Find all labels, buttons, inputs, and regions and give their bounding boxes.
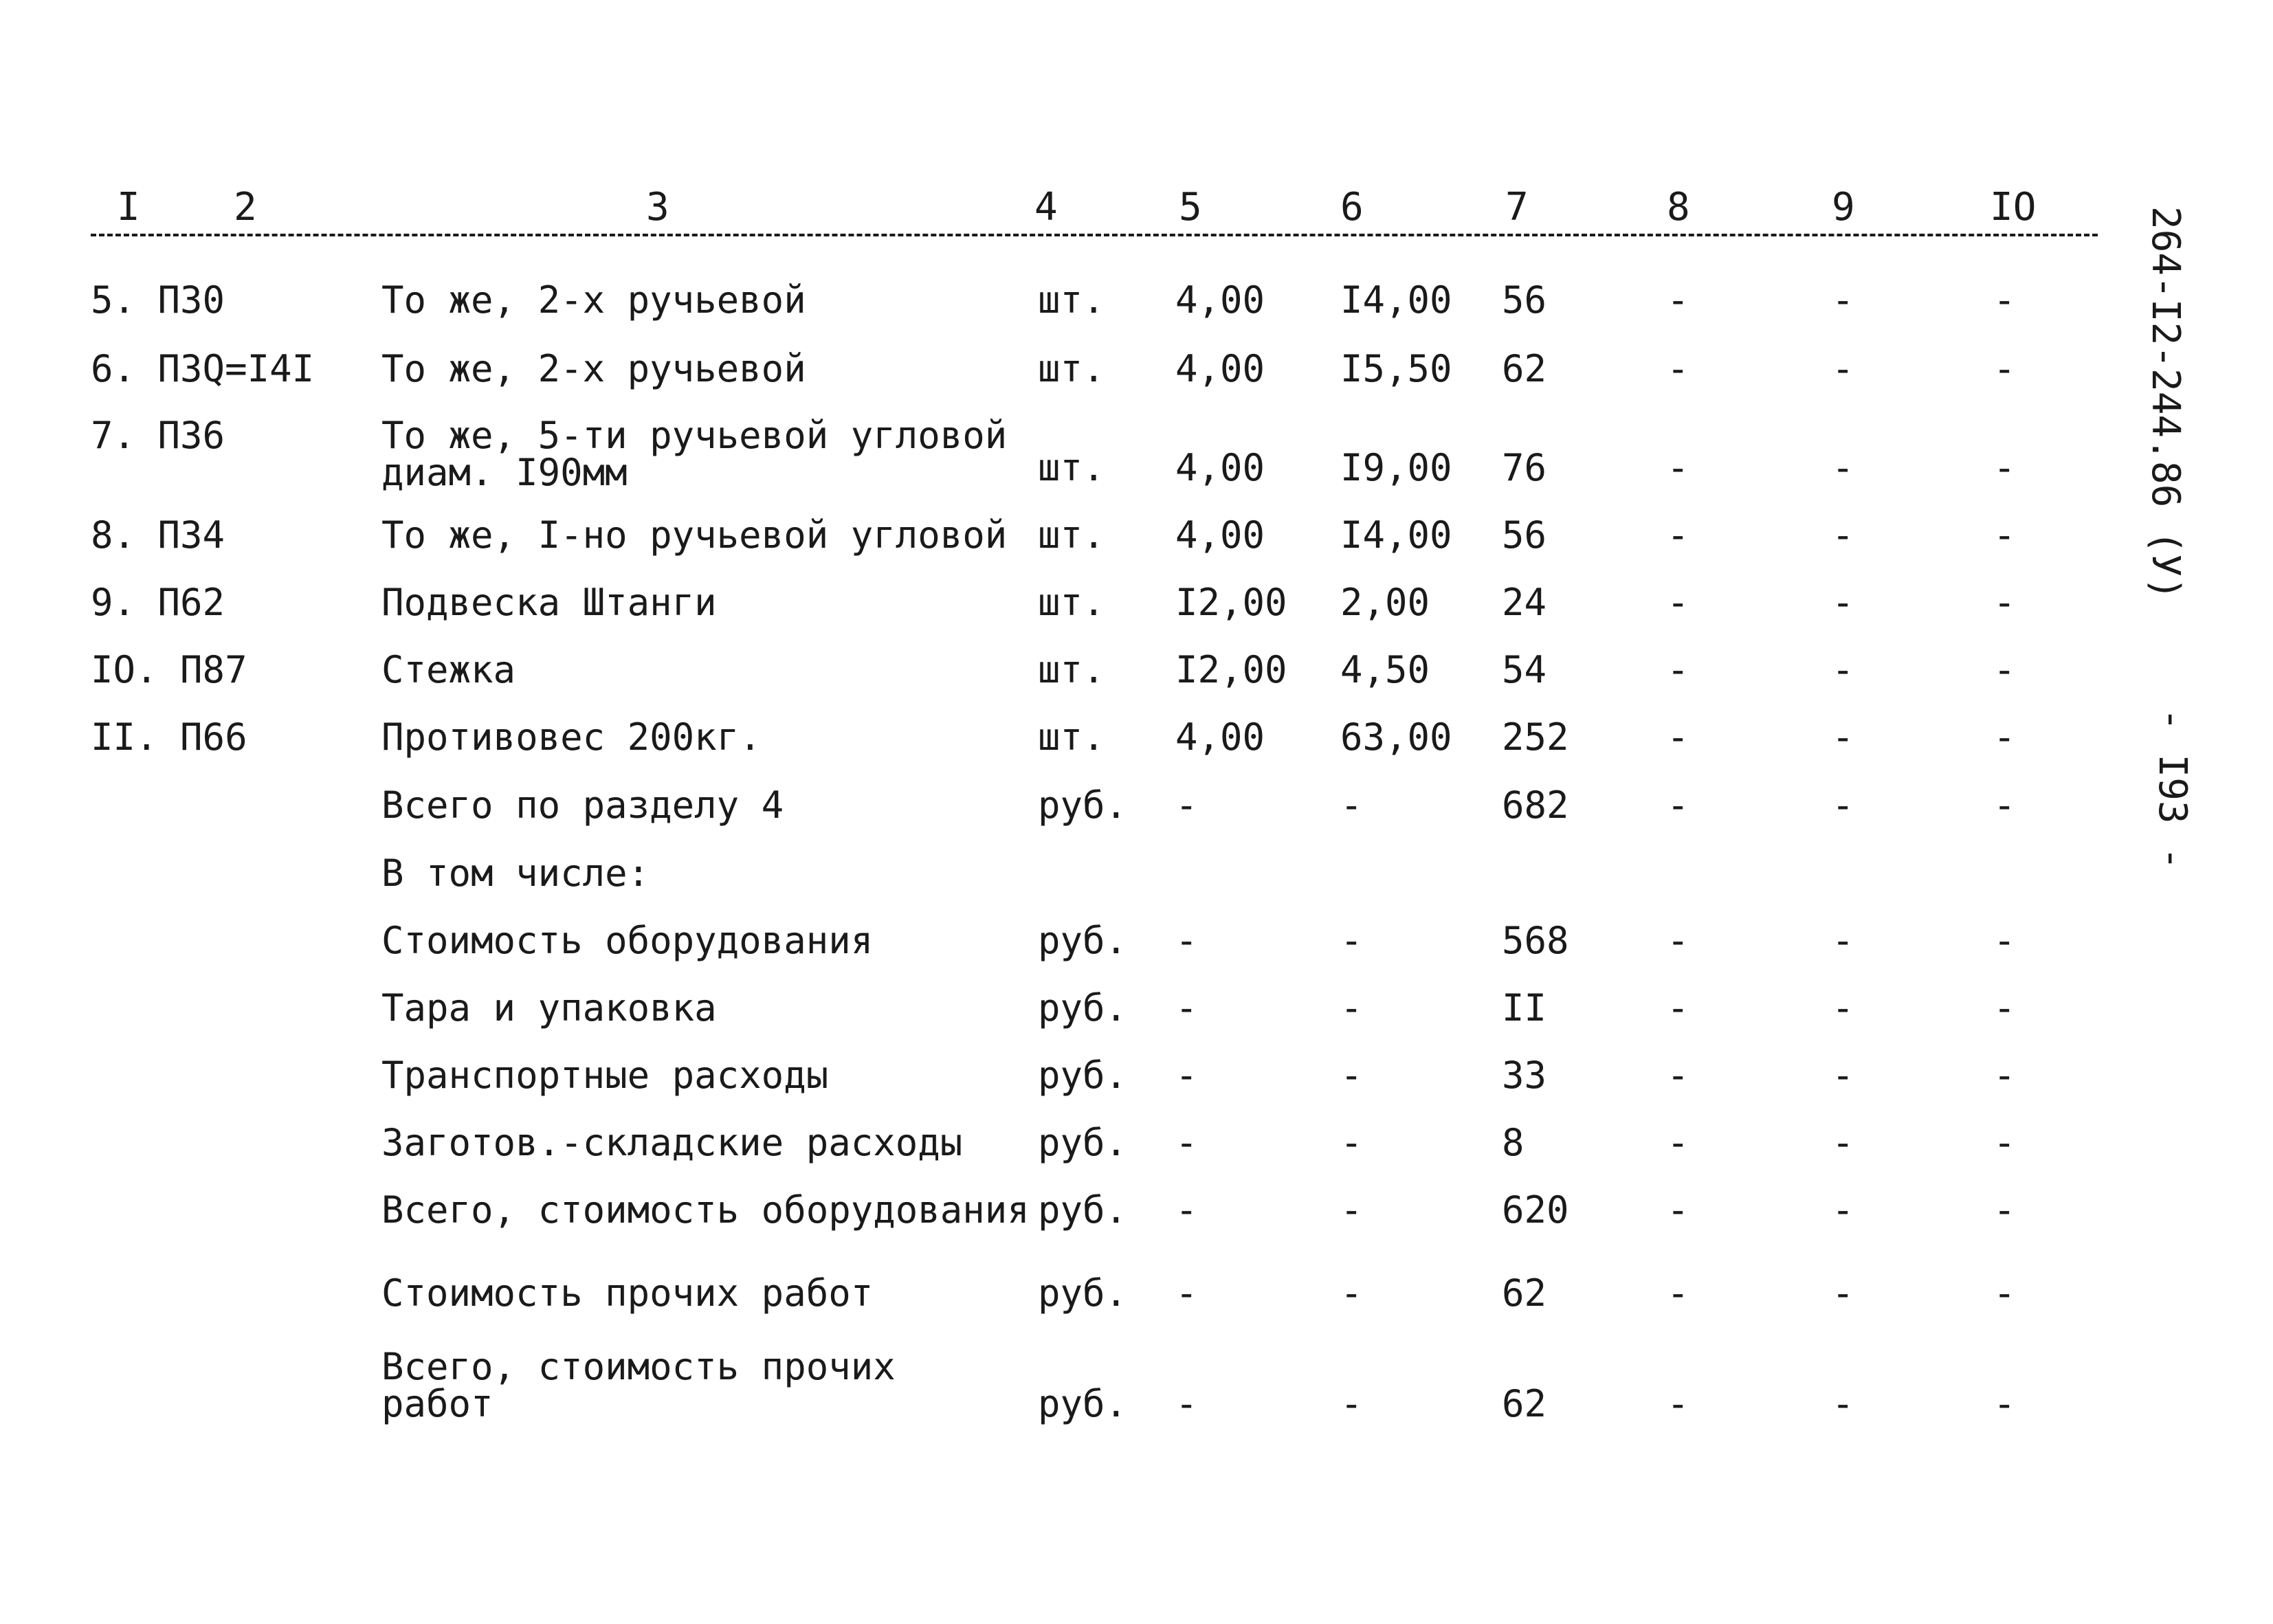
row-col-9: - xyxy=(1832,919,1854,962)
row-col-9: - xyxy=(1832,1054,1854,1097)
row-unit: руб. xyxy=(1038,1271,1128,1315)
row-total: 56 xyxy=(1502,513,1547,557)
row-price: 4,50 xyxy=(1340,648,1430,691)
row-price: - xyxy=(1340,1382,1363,1425)
row-col-10: - xyxy=(1993,715,2016,759)
page-number: - I93 - xyxy=(2150,708,2195,871)
row-number: 7. П36 xyxy=(91,414,225,457)
row-col-8: - xyxy=(1667,1382,1689,1425)
row-qty: I2,00 xyxy=(1175,648,1287,691)
row-name xyxy=(381,349,806,389)
row-name-line: Всего, стоимость оборудования xyxy=(381,1188,1030,1232)
row-unit: шт. xyxy=(1038,446,1105,489)
row-col-8: - xyxy=(1667,1054,1689,1097)
row-number: 9. П62 xyxy=(91,581,225,624)
row-price: 63,00 xyxy=(1340,715,1452,759)
row-total: 24 xyxy=(1502,581,1547,624)
header-col-3: 3 xyxy=(646,185,669,230)
row-name xyxy=(381,650,515,690)
row-qty: - xyxy=(1175,1271,1198,1315)
row-number: 5. П30 xyxy=(91,278,225,322)
row-name xyxy=(381,783,784,827)
row-col-8: - xyxy=(1667,648,1689,691)
row-qty: 4,00 xyxy=(1175,347,1265,390)
header-divider xyxy=(91,234,2098,236)
row-total: 682 xyxy=(1502,783,1569,827)
row-total: 76 xyxy=(1502,446,1547,489)
row-name-line-2: диам. I90мм xyxy=(381,451,628,494)
row-name xyxy=(381,1273,873,1313)
row-name-line: Транспортные расходы xyxy=(381,1054,829,1097)
row-unit: руб. xyxy=(1038,919,1128,962)
row-number: 6. П3Q=I4I xyxy=(91,347,315,390)
row-name-line: Противовес 200кг. xyxy=(381,715,762,759)
row-unit: руб. xyxy=(1038,1188,1128,1232)
row-number: 8. П34 xyxy=(91,513,225,557)
row-name-line: То же, 2-х ручьевой xyxy=(381,278,806,322)
row-name-line: Подвеска Штанги xyxy=(381,581,717,624)
row-qty: 4,00 xyxy=(1175,278,1265,322)
row-qty: - xyxy=(1175,1054,1198,1097)
row-col-10: - xyxy=(1993,1382,2016,1425)
row-total: 56 xyxy=(1502,278,1547,322)
row-name-line: То же, 5-ти ручьевой угловой xyxy=(381,414,1008,457)
row-number: IO. П87 xyxy=(91,648,247,691)
row-qty: 4,00 xyxy=(1175,715,1265,759)
row-col-9: - xyxy=(1832,347,1854,390)
row-col-8: - xyxy=(1667,783,1689,827)
row-name-line: То же, I-но ручьевой угловой xyxy=(381,513,1008,557)
row-col-10: - xyxy=(1993,1188,2016,1232)
row-col-10: - xyxy=(1993,278,2016,322)
row-price: I4,00 xyxy=(1340,513,1452,557)
row-col-10: - xyxy=(1993,446,2016,489)
header-col-7: 7 xyxy=(1505,185,1529,230)
row-price: I9,00 xyxy=(1340,446,1452,489)
row-col-10: - xyxy=(1993,581,2016,624)
row-name xyxy=(381,1056,828,1095)
row-price: - xyxy=(1340,783,1363,827)
row-price: 2,00 xyxy=(1340,581,1430,624)
row-col-8: - xyxy=(1667,1121,1689,1164)
row-name xyxy=(381,515,1007,555)
row-col-9: - xyxy=(1832,278,1854,322)
row-col-8: - xyxy=(1667,919,1689,962)
document-code: 264-I2-244.86 (У) xyxy=(2143,206,2188,601)
row-total: 62 xyxy=(1502,1382,1547,1425)
header-col-2: 2 xyxy=(234,185,257,230)
row-name-line: Стежка xyxy=(381,648,516,691)
row-total: 620 xyxy=(1502,1188,1569,1232)
row-qty: - xyxy=(1175,1188,1198,1232)
header-col-10: IO xyxy=(1990,185,2037,230)
row-unit: шт. xyxy=(1038,648,1105,691)
row-name xyxy=(381,988,717,1028)
row-unit: руб. xyxy=(1038,1382,1128,1425)
row-unit: шт. xyxy=(1038,513,1105,557)
row-name xyxy=(381,1123,962,1163)
row-price: - xyxy=(1340,1271,1363,1315)
row-name-line: То же, 2-х ручьевой xyxy=(381,347,806,390)
row-price: - xyxy=(1340,1188,1363,1232)
row-name-line-2: работ xyxy=(381,1382,494,1425)
row-col-8: - xyxy=(1667,347,1689,390)
header-col-9: 9 xyxy=(1832,185,1855,230)
row-col-10: - xyxy=(1993,783,2016,827)
row-qty: - xyxy=(1175,919,1198,962)
row-col-10: - xyxy=(1993,986,2016,1030)
row-total: 62 xyxy=(1502,1271,1547,1315)
row-total: 568 xyxy=(1502,919,1569,962)
row-col-9: - xyxy=(1832,648,1854,691)
header-col-1: I xyxy=(117,185,140,230)
row-col-10: - xyxy=(1993,1121,2016,1164)
row-total: 252 xyxy=(1502,715,1569,759)
row-price: I5,50 xyxy=(1340,347,1452,390)
row-unit: руб. xyxy=(1038,783,1128,827)
row-total: II xyxy=(1502,986,1547,1030)
row-name xyxy=(381,854,650,893)
row-col-9: - xyxy=(1832,715,1854,759)
row-price: - xyxy=(1340,986,1363,1030)
row-name xyxy=(381,921,873,961)
row-name xyxy=(381,583,717,623)
header-col-4: 4 xyxy=(1034,185,1058,230)
row-name-line: Заготов.-складские расходы xyxy=(381,1121,963,1164)
row-col-8: - xyxy=(1667,513,1689,557)
row-col-8: - xyxy=(1667,715,1689,759)
row-name-line: Стоимость оборудования xyxy=(381,919,874,962)
row-price: - xyxy=(1340,1121,1363,1164)
header-col-5: 5 xyxy=(1179,185,1202,230)
row-total: 33 xyxy=(1502,1054,1547,1097)
row-name xyxy=(381,1190,1030,1230)
row-number: II. П66 xyxy=(91,715,247,759)
row-name-line: Всего, стоимость прочих xyxy=(381,1345,896,1388)
row-col-9: - xyxy=(1832,581,1854,624)
row-col-10: - xyxy=(1993,347,2016,390)
row-name xyxy=(381,1347,896,1424)
row-qty: - xyxy=(1175,1121,1198,1164)
row-col-10: - xyxy=(1993,1054,2016,1097)
row-col-9: - xyxy=(1832,986,1854,1030)
row-name-line: Тара и упаковка xyxy=(381,986,717,1030)
row-price: - xyxy=(1340,1054,1363,1097)
row-col-9: - xyxy=(1832,783,1854,827)
header-col-8: 8 xyxy=(1667,185,1690,230)
row-qty: - xyxy=(1175,986,1198,1030)
row-col-10: - xyxy=(1993,648,2016,691)
row-col-9: - xyxy=(1832,513,1854,557)
row-name-line: Всего по разделу 4 xyxy=(381,783,784,827)
row-qty: - xyxy=(1175,783,1198,827)
row-total: 8 xyxy=(1502,1121,1524,1164)
row-col-8: - xyxy=(1667,446,1689,489)
row-col-8: - xyxy=(1667,278,1689,322)
row-col-8: - xyxy=(1667,986,1689,1030)
row-col-8: - xyxy=(1667,581,1689,624)
row-unit: руб. xyxy=(1038,1054,1128,1097)
row-qty: - xyxy=(1175,1382,1198,1425)
row-name-line: В том числе: xyxy=(381,852,650,895)
row-price: - xyxy=(1340,919,1363,962)
row-qty: 4,00 xyxy=(1175,446,1265,489)
row-name xyxy=(381,715,762,759)
row-col-10: - xyxy=(1993,919,2016,962)
row-qty: I2,00 xyxy=(1175,581,1287,624)
row-unit: руб. xyxy=(1038,986,1128,1030)
row-unit: шт. xyxy=(1038,581,1105,624)
row-total: 54 xyxy=(1502,648,1547,691)
header-col-6: 6 xyxy=(1340,185,1364,230)
row-name xyxy=(381,280,806,320)
row-col-9: - xyxy=(1832,1271,1854,1315)
row-col-8: - xyxy=(1667,1188,1689,1232)
row-total: 62 xyxy=(1502,347,1547,390)
row-qty: 4,00 xyxy=(1175,513,1265,557)
row-price: I4,00 xyxy=(1340,278,1452,322)
row-name xyxy=(381,416,1007,493)
row-col-9: - xyxy=(1832,1121,1854,1164)
row-col-10: - xyxy=(1993,513,2016,557)
row-unit: шт. xyxy=(1038,715,1105,759)
row-col-10: - xyxy=(1993,1271,2016,1315)
row-col-8: - xyxy=(1667,1271,1689,1315)
row-col-9: - xyxy=(1832,1382,1854,1425)
row-col-9: - xyxy=(1832,446,1854,489)
row-col-9: - xyxy=(1832,1188,1854,1232)
row-name-line: Стоимость прочих работ xyxy=(381,1271,874,1315)
row-unit: шт. xyxy=(1038,347,1105,390)
row-unit: руб. xyxy=(1038,1121,1128,1164)
row-unit: шт. xyxy=(1038,278,1105,322)
